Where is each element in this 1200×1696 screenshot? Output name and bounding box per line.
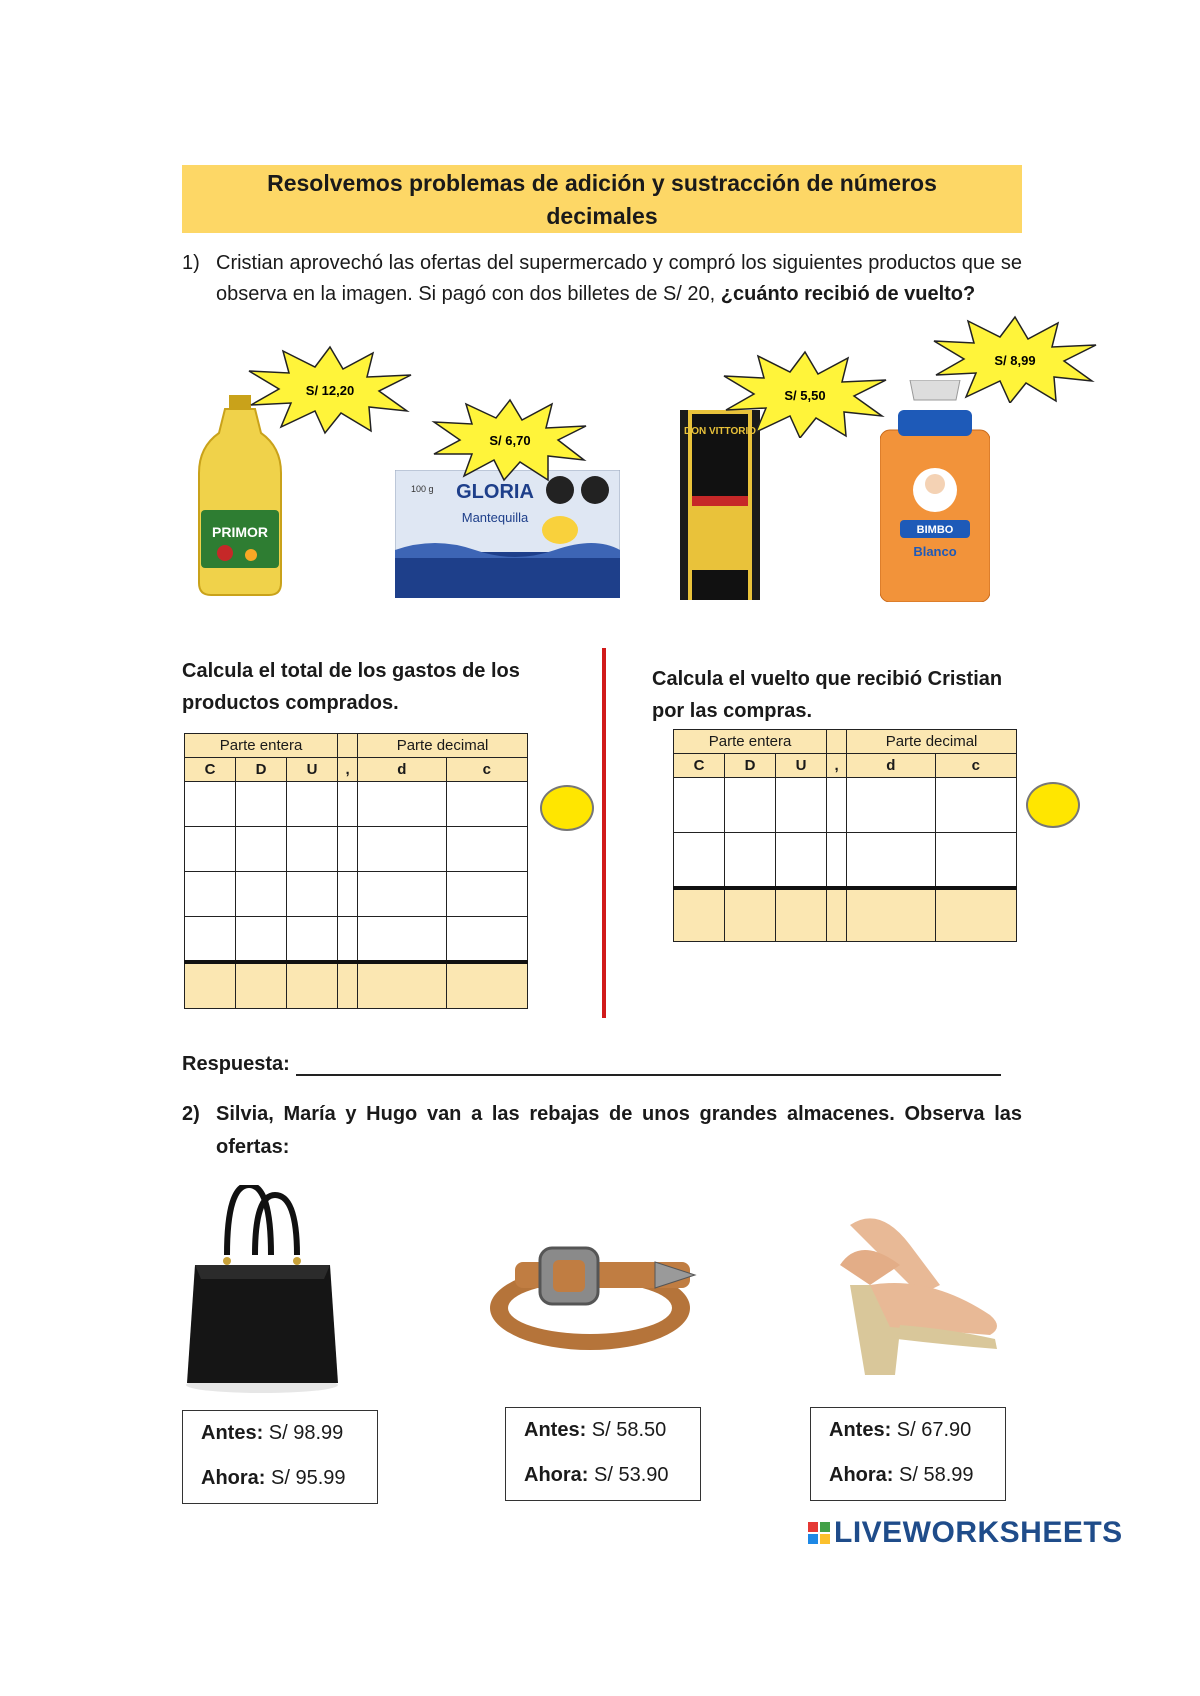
cell-input[interactable]	[935, 778, 1016, 833]
butter-weight-label: 100 g	[411, 484, 434, 494]
cell-input[interactable]	[358, 917, 447, 962]
result-cell-input[interactable]	[847, 888, 936, 942]
sum-col-c: C	[185, 758, 236, 782]
comma-cell	[827, 833, 847, 888]
result-cell-input[interactable]	[236, 962, 287, 1009]
sum-header-entera: Parte entera	[185, 734, 338, 758]
cell-input[interactable]	[185, 782, 236, 827]
pasta-package-image	[680, 410, 760, 600]
result-cell-input[interactable]	[776, 888, 827, 942]
cell-input[interactable]	[358, 872, 447, 917]
sum-row	[185, 782, 528, 827]
now-value: S/ 58.99	[899, 1464, 974, 1486]
cell-input[interactable]	[185, 917, 236, 962]
diff-header-decimal: Parte decimal	[847, 730, 1017, 754]
diff-result-row	[674, 888, 1017, 942]
question-1-text	[182, 248, 1022, 310]
answer-label: Respuesta:	[182, 1053, 290, 1075]
cell-input[interactable]	[185, 872, 236, 917]
diff-col-c: C	[674, 754, 725, 778]
price-now-belt	[506, 1453, 700, 1498]
bread-type-label: Blanco	[913, 544, 957, 559]
diff-header-spacer	[827, 730, 847, 754]
price-box-sandal	[810, 1407, 1006, 1501]
pasta-brand-label: DON VITTORIO	[683, 426, 757, 437]
before-value: S/ 98.99	[268, 1422, 344, 1444]
title-line-2: decimales	[546, 203, 658, 229]
comma-cell	[827, 888, 847, 942]
diff-row	[674, 778, 1017, 833]
left-task-title: Calcula el total de los gastos de los productos comprados.	[182, 660, 520, 714]
question-2	[182, 1098, 1022, 1164]
result-cell-input[interactable]	[358, 962, 447, 1009]
cell-input[interactable]	[725, 833, 776, 888]
cell-input[interactable]	[236, 782, 287, 827]
cell-input[interactable]	[185, 827, 236, 872]
answer-row	[182, 1053, 1001, 1076]
price-burst-4-text: S/ 8,99	[994, 353, 1036, 368]
cell-input[interactable]	[776, 833, 827, 888]
comma-cell	[338, 782, 358, 827]
diff-header-entera: Parte entera	[674, 730, 827, 754]
question-2-text: Silvia, María y Hugo van a las rebajas de unos grandes almacenes. Observa las ofertas:	[216, 1103, 1022, 1158]
cell-input[interactable]	[446, 782, 527, 827]
now-value: S/ 95.99	[271, 1467, 346, 1489]
cell-input[interactable]	[236, 827, 287, 872]
result-cell-input[interactable]	[287, 962, 338, 1009]
oil-brand-label: PRIMOR	[212, 524, 268, 540]
price-burst-1	[245, 345, 415, 435]
price-before-belt	[506, 1408, 700, 1453]
price-box-belt	[505, 1407, 701, 1501]
before-label: Antes:	[524, 1419, 587, 1441]
price-now-bag	[183, 1456, 377, 1501]
cell-input[interactable]	[674, 778, 725, 833]
diff-col-d: D	[725, 754, 776, 778]
sum-col-d: D	[236, 758, 287, 782]
cell-input[interactable]	[287, 827, 338, 872]
section-divider	[602, 648, 606, 1018]
bread-bag-image	[880, 380, 990, 602]
diff-col-u: U	[776, 754, 827, 778]
cell-input[interactable]	[935, 833, 1016, 888]
result-cell-input[interactable]	[935, 888, 1016, 942]
cell-input[interactable]	[236, 872, 287, 917]
price-burst-2	[430, 398, 590, 482]
sum-header-decimal: Parte decimal	[358, 734, 528, 758]
result-cell-input[interactable]	[674, 888, 725, 942]
price-burst-1-text: S/ 12,20	[305, 383, 355, 398]
cell-input[interactable]	[358, 827, 447, 872]
sum-col-comma: ,	[338, 758, 358, 782]
comma-cell	[827, 778, 847, 833]
title-banner	[182, 165, 1022, 233]
diff-col-dec-c: c	[935, 754, 1016, 778]
logo-text: LIVEWORKSHEETS	[834, 1516, 1123, 1549]
sum-col-u: U	[287, 758, 338, 782]
cell-input[interactable]	[847, 778, 936, 833]
butter-brand-label: GLORIA	[456, 481, 534, 503]
price-burst-3-text: S/ 5,50	[784, 388, 826, 403]
sum-header-spacer	[338, 734, 358, 758]
cell-input[interactable]	[847, 833, 936, 888]
sum-answer-dot[interactable]	[540, 785, 594, 831]
before-label: Antes:	[201, 1422, 264, 1444]
result-cell-input[interactable]	[446, 962, 527, 1009]
before-label: Antes:	[829, 1419, 892, 1441]
title-line-1: Resolvemos problemas de adición y sustracción de números	[267, 170, 937, 196]
question-1-plain: Cristian aprovechó las ofertas del supermercado y compró los siguientes productos que se observa en la imagen. Si pagó con dos billetes de S/ 20,	[216, 252, 1022, 305]
result-cell-input[interactable]	[185, 962, 236, 1009]
cell-input[interactable]	[446, 872, 527, 917]
comma-cell	[338, 872, 358, 917]
cell-input[interactable]	[358, 782, 447, 827]
now-value: S/ 53.90	[594, 1464, 669, 1486]
price-before-bag	[183, 1411, 377, 1456]
logo-squares-icon	[808, 1522, 830, 1544]
result-cell-input[interactable]	[725, 888, 776, 942]
sum-col-dec-c: c	[446, 758, 527, 782]
sum-row	[185, 827, 528, 872]
bread-brand-label: BIMBO	[916, 524, 954, 536]
price-now-sandal	[811, 1453, 1005, 1498]
question-2-number: 2)	[182, 1103, 200, 1125]
question-1-bold: ¿cuánto recibió de vuelto?	[720, 283, 976, 305]
diff-col-dec-d: d	[847, 754, 936, 778]
cell-input[interactable]	[287, 872, 338, 917]
liveworksheets-logo	[808, 1516, 1123, 1550]
cell-input[interactable]	[287, 782, 338, 827]
cell-input[interactable]	[446, 917, 527, 962]
comma-cell	[338, 827, 358, 872]
now-label: Ahora:	[201, 1467, 266, 1489]
price-box-bag	[182, 1410, 378, 1504]
sum-table	[184, 733, 528, 1009]
butter-type-label: Mantequilla	[461, 510, 529, 525]
price-burst-4	[930, 315, 1100, 403]
right-task-title: Calcula el vuelto que recibió Cristian por las compras.	[652, 668, 1003, 722]
now-label: Ahora:	[829, 1464, 894, 1486]
handbag-image	[185, 1185, 340, 1395]
diff-col-comma: ,	[827, 754, 847, 778]
sum-col-dec-d: d	[358, 758, 447, 782]
cell-input[interactable]	[674, 833, 725, 888]
question-1-number: 1)	[182, 252, 200, 274]
difference-table	[673, 729, 1017, 942]
cell-input[interactable]	[236, 917, 287, 962]
before-value: S/ 67.90	[896, 1419, 972, 1441]
price-burst-2-text: S/ 6,70	[489, 433, 531, 448]
before-value: S/ 58.50	[591, 1419, 667, 1441]
price-burst-3	[720, 350, 890, 438]
diff-row	[674, 833, 1017, 888]
answer-input[interactable]	[296, 1054, 1001, 1076]
cell-input[interactable]	[776, 778, 827, 833]
sum-row	[185, 872, 528, 917]
butter-box-image	[395, 470, 620, 598]
sum-row	[185, 917, 528, 962]
sum-result-row	[185, 962, 528, 1009]
difference-answer-dot[interactable]	[1026, 782, 1080, 828]
cell-input[interactable]	[287, 917, 338, 962]
cell-input[interactable]	[725, 778, 776, 833]
cell-input[interactable]	[446, 827, 527, 872]
price-before-sandal	[811, 1408, 1005, 1453]
belt-image	[485, 1228, 700, 1358]
comma-cell	[338, 917, 358, 962]
comma-cell	[338, 962, 358, 1009]
question-1	[182, 248, 1022, 310]
now-label: Ahora:	[524, 1464, 589, 1486]
sandal-image	[830, 1205, 1005, 1385]
